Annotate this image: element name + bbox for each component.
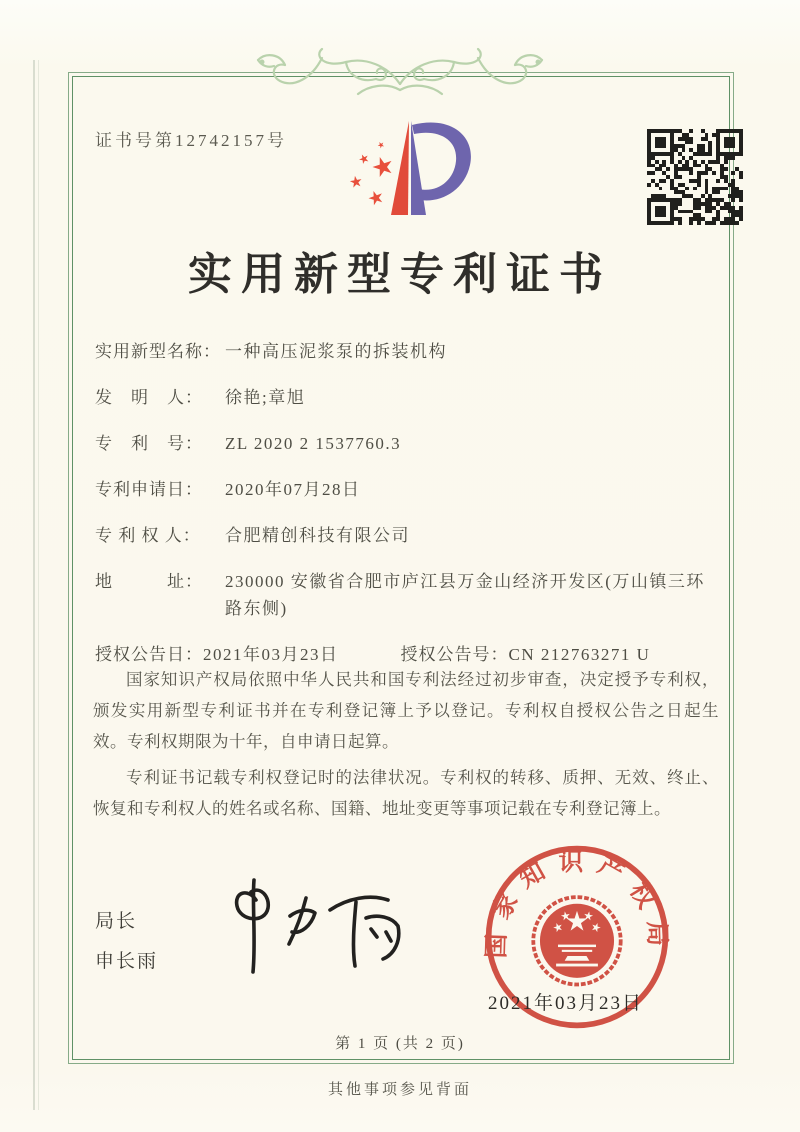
legal-paragraph-2: 专利证书记载专利权登记时的法律状况。专利权的转移、质押、无效、终止、恢复和专利权人的姓名或名称、国籍、地址变更等事项记载在专利登记簿上。 xyxy=(93,768,719,818)
field-patent-number xyxy=(95,430,720,457)
certificate-number: 证书号第12742157号 xyxy=(95,131,287,150)
signatory-title: 局长 xyxy=(95,911,138,932)
national-emblem xyxy=(533,897,620,984)
seal-text: 国家知识产权局 xyxy=(483,848,671,959)
scan-edge-line-2 xyxy=(38,60,39,1110)
field-filing-date xyxy=(95,476,720,503)
field-value: 230000 安徽省合肥市庐江县万金山经济开发区(万山镇三环路东侧) xyxy=(225,572,705,618)
field-value: 徐艳;章旭 xyxy=(225,388,306,407)
field-value: 2020年07月28日 xyxy=(225,480,361,499)
field-label: 专 利 权 人： xyxy=(95,526,201,545)
field-address xyxy=(95,568,720,622)
field-value: ZL 2020 2 1537760.3 xyxy=(225,434,402,453)
field-inventor xyxy=(95,384,720,411)
grant-date-label: 授权公告日： xyxy=(95,645,203,664)
legal-text xyxy=(93,664,719,829)
scan-edge-line xyxy=(33,60,35,1110)
page-number: 第 1 页 (共 2 页) xyxy=(335,1036,465,1052)
grant-number-value: CN 212763271 U xyxy=(508,645,651,664)
grant-date-value: 2021年03月23日 xyxy=(203,645,339,664)
legal-paragraph-1: 国家知识产权局依照中华人民共和国专利法经过初步审查，决定授予专利权，颁发实用新型专利证书并在专利登记簿上予以登记。专利权自授权公告之日起生效。专利权期限为十年，自申请日起算。 xyxy=(93,670,719,751)
field-label: 专利申请日： xyxy=(95,480,203,499)
field-label: 专 利 号： xyxy=(95,434,203,453)
seal-date: 2021年03月23日 xyxy=(488,993,644,1014)
field-label: 地 址： xyxy=(95,572,203,591)
cnipa-logo xyxy=(330,108,490,230)
field-label: 发 明 人： xyxy=(95,388,203,407)
dragon-flourish-ornament xyxy=(250,40,550,104)
field-utility-model-name xyxy=(95,338,720,365)
certificate-title: 实用新型专利证书 xyxy=(188,250,612,299)
certificate-fields xyxy=(95,338,720,668)
field-label: 实用新型名称： xyxy=(95,342,221,361)
grant-number-label: 授权公告号： xyxy=(400,645,509,664)
field-patentee xyxy=(95,522,720,549)
back-side-note: 其他事项参见背面 xyxy=(327,1082,472,1098)
director-signature-handwriting xyxy=(218,872,418,990)
field-value: 合肥精创科技有限公司 xyxy=(225,526,410,545)
signatory-name: 申长雨 xyxy=(95,951,159,972)
qr-code xyxy=(647,129,743,225)
signatory-block xyxy=(95,902,158,982)
field-value: 一种高压泥浆泵的拆装机构 xyxy=(225,342,447,361)
qr-module xyxy=(739,221,743,225)
